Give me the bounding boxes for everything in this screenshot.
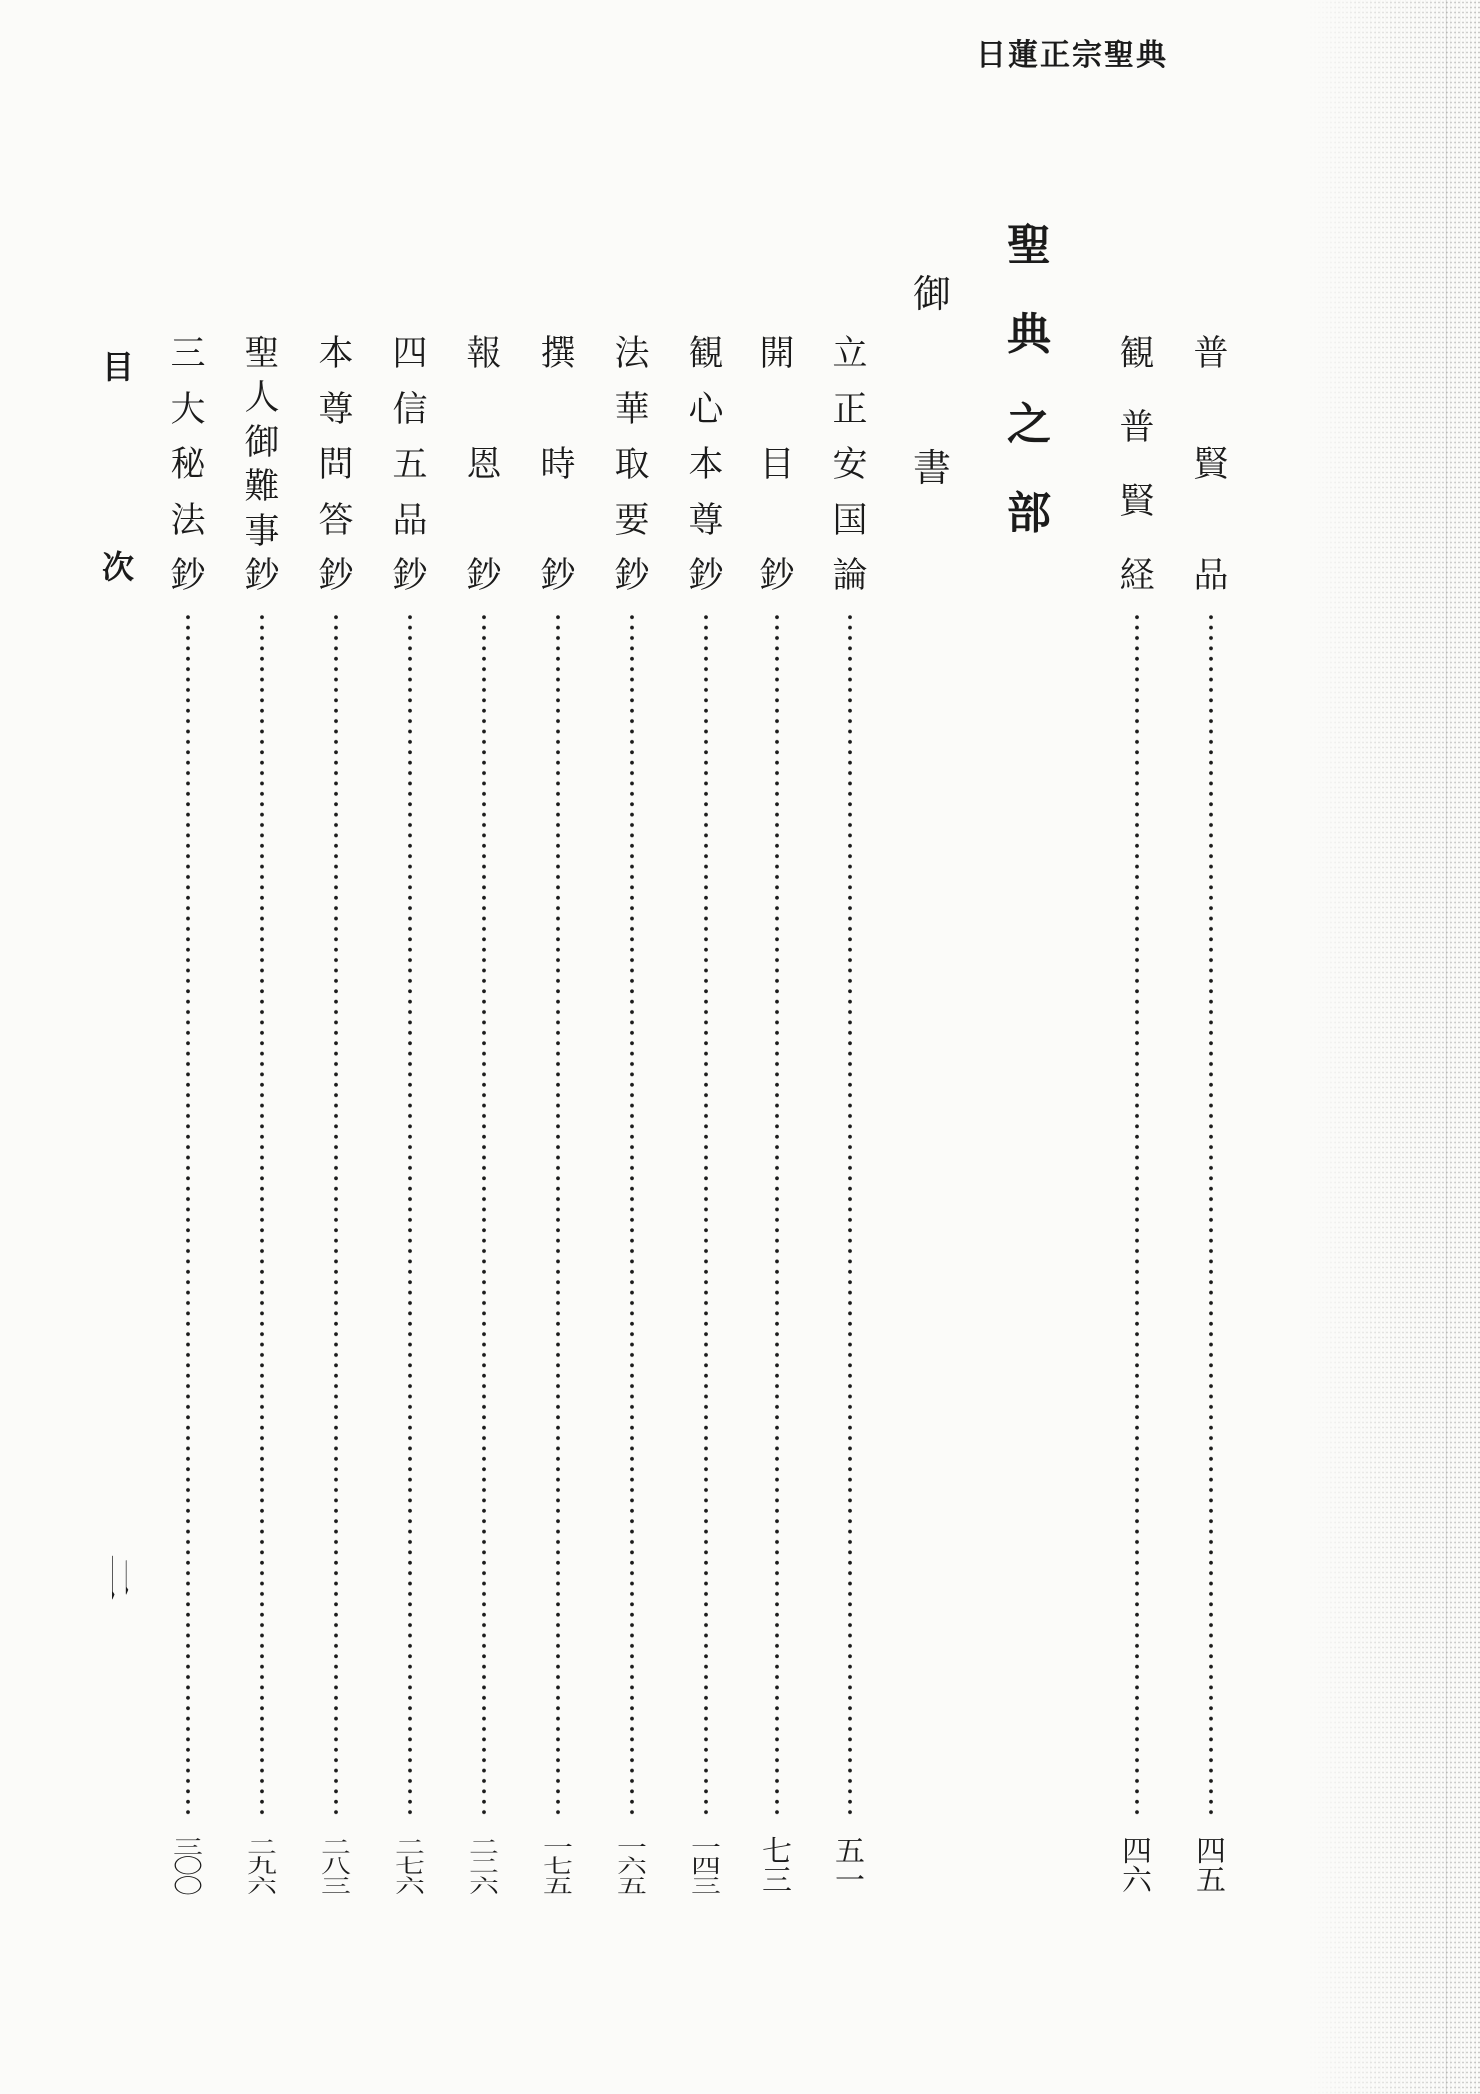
title-char: 三: [170, 334, 206, 374]
scan-edge-line: [1446, 0, 1447, 2094]
subsection-title: [908, 272, 956, 490]
title-char: 秘: [170, 445, 206, 485]
title-char: 撰: [540, 334, 576, 374]
toc-entry-title: [164, 334, 212, 596]
dot-leader: [555, 612, 561, 1816]
title-char: 難: [244, 467, 280, 508]
title-char: 鈔: [540, 556, 576, 596]
page-numeral: 五: [1196, 1864, 1226, 1898]
page-numeral: 六: [1122, 1864, 1152, 1898]
page-numeral: 二: [395, 1836, 425, 1859]
title-char: 普: [1193, 334, 1229, 374]
toc-entry-title: [386, 334, 434, 596]
scan-edge-noise: [1305, 0, 1480, 2094]
title-char: 心: [688, 389, 724, 430]
toc-entry-page: [244, 1838, 280, 1896]
dot-leader: [259, 612, 265, 1816]
toc-entry-title: [826, 334, 874, 596]
title-char: 取: [614, 445, 650, 485]
page-numeral: 六: [617, 1855, 647, 1878]
title-char: 正: [832, 389, 868, 430]
dot-leader: [703, 612, 709, 1816]
page-numeral: 三: [762, 1864, 792, 1898]
toc-title: [94, 347, 142, 587]
toc-entry-title: [534, 334, 582, 596]
title-char: 品: [1193, 556, 1229, 596]
title-char: 賢: [1119, 482, 1155, 522]
page-numeral: 四: [691, 1855, 721, 1878]
title-char: 四: [392, 334, 428, 374]
page-numeral: 〇: [173, 1855, 203, 1878]
page-numeral: 二: [247, 1836, 277, 1859]
page-numeral: 六: [395, 1874, 425, 1898]
title-char: 鈔: [466, 556, 502, 596]
dot-leader: [1134, 612, 1140, 1816]
title-char: 報: [466, 334, 502, 374]
toc-entry: [1113, 0, 1161, 2094]
title-char: 要: [614, 500, 650, 541]
toc-entry-page: [540, 1838, 576, 1896]
title-char: 安: [832, 445, 868, 485]
page-numeral: 二: [469, 1855, 499, 1878]
toc-entry-page: [832, 1835, 868, 1898]
title-char: 鈔: [614, 556, 650, 596]
title-char: 観: [688, 334, 724, 374]
title-char: 論: [832, 556, 868, 596]
title-char: 法: [170, 500, 206, 541]
toc-entry-title: [1187, 334, 1235, 596]
running-header: 日蓮正宗聖典: [976, 38, 1168, 73]
page-numeral: 二: [469, 1836, 499, 1859]
dot-leader: [774, 612, 780, 1816]
toc-entry-page: [614, 1838, 650, 1896]
toc-entry: [608, 0, 656, 2094]
page-numeral: 五: [835, 1835, 865, 1869]
toc-entry: [1187, 0, 1235, 2094]
subsection-heading: [908, 0, 956, 2094]
toc-entry: [534, 0, 582, 2094]
page-numeral: 二: [321, 1836, 351, 1859]
toc-entry-page: [466, 1838, 502, 1896]
title-char: 御: [912, 272, 951, 316]
page-numeral: 一: [617, 1836, 647, 1859]
toc-entry-page: [1119, 1835, 1155, 1898]
page-numeral: 七: [395, 1855, 425, 1878]
title-char: 次: [101, 548, 134, 586]
title-char: 普: [1119, 408, 1155, 448]
title-char: 経: [1119, 556, 1155, 596]
title-char: 時: [540, 445, 576, 485]
toc-entry: [826, 0, 874, 2094]
title-char: 五: [392, 445, 428, 485]
page-numeral: 一: [691, 1836, 721, 1859]
title-char: 書: [912, 446, 951, 490]
toc-entry-page: [392, 1838, 428, 1896]
page-numeral: 七: [543, 1855, 573, 1878]
page-numeral: 七: [762, 1835, 792, 1869]
page-numeral: 一: [835, 1864, 865, 1898]
page-numeral: 九: [247, 1855, 277, 1878]
dot-leader: [629, 612, 635, 1816]
toc-entry: [312, 0, 360, 2094]
page-numeral: 四: [1196, 1835, 1226, 1869]
toc-entry-title: [682, 334, 730, 596]
page-numeral: 五: [617, 1874, 647, 1898]
title-char: 聖: [1007, 220, 1051, 271]
title-char: 本: [318, 334, 354, 374]
title-char: 大: [170, 389, 206, 430]
toc-entry-title: [608, 334, 656, 596]
title-char: 鈔: [170, 556, 206, 596]
toc-entry-title: [1113, 334, 1161, 596]
toc-entry-page: [318, 1838, 354, 1896]
page-numeral: 六: [469, 1874, 499, 1898]
section-heading: [1005, 0, 1053, 2094]
title-char: 目: [101, 348, 134, 386]
title-char: 恩: [466, 445, 502, 485]
toc-entry: [164, 0, 212, 2094]
title-char: 聖: [244, 334, 280, 374]
dot-leader: [1208, 612, 1214, 1816]
title-char: 目: [759, 445, 795, 485]
toc-entry-title: [753, 334, 801, 596]
dot-leader: [407, 612, 413, 1816]
page-numeral: 一: [543, 1836, 573, 1859]
page-numeral: 三: [691, 1874, 721, 1898]
title-char: 之: [1007, 398, 1051, 450]
page-numeral: 六: [247, 1874, 277, 1898]
toc-heading: [94, 0, 142, 2094]
page-numeral: 八: [321, 1855, 351, 1878]
toc-entry-title: [238, 334, 286, 596]
title-char: 品: [392, 500, 428, 541]
dot-leader: [333, 612, 339, 1816]
page-numeral: 〇: [173, 1874, 203, 1898]
toc-entry-title: [312, 334, 360, 596]
toc-entry: [460, 0, 508, 2094]
title-char: 本: [688, 445, 724, 485]
page-numeral: 三: [321, 1874, 351, 1898]
dot-leader: [185, 612, 191, 1816]
toc-entry-page: [170, 1838, 206, 1896]
title-char: 鈔: [392, 556, 428, 596]
dot-leader: [847, 612, 853, 1816]
title-char: 立: [832, 334, 868, 374]
title-char: 事: [244, 511, 280, 552]
title-char: 典: [1007, 309, 1051, 361]
page-numeral: 四: [1122, 1835, 1152, 1869]
title-char: 鈔: [688, 556, 724, 596]
title-char: 問: [318, 445, 354, 485]
toc-entry-page: [1193, 1835, 1229, 1898]
title-char: 開: [759, 334, 795, 374]
title-char: 信: [392, 389, 428, 430]
title-char: 観: [1119, 334, 1155, 374]
toc-entry: [238, 0, 286, 2094]
title-char: 鈔: [759, 556, 795, 596]
title-char: 答: [318, 500, 354, 541]
title-char: 国: [832, 500, 868, 541]
dot-leader: [481, 612, 487, 1816]
section-title: [1005, 222, 1053, 538]
title-char: 人: [244, 378, 280, 419]
toc-entry: [386, 0, 434, 2094]
page-numeral: 五: [543, 1874, 573, 1898]
title-char: 鈔: [318, 556, 354, 596]
title-char: 華: [614, 389, 650, 430]
title-char: 鈔: [244, 555, 280, 596]
toc-page-number: 二: [104, 1553, 133, 1602]
toc-entry-page: [688, 1838, 724, 1896]
page-numeral: 三: [173, 1836, 203, 1859]
title-char: 尊: [688, 500, 724, 541]
toc-entry: [682, 0, 730, 2094]
title-char: 賢: [1193, 445, 1229, 485]
title-char: 御: [244, 422, 280, 463]
title-char: 法: [614, 334, 650, 374]
toc-entry-page: [759, 1835, 795, 1898]
toc-entry-title: [460, 334, 508, 596]
toc-entry: [753, 0, 801, 2094]
title-char: 部: [1007, 487, 1051, 539]
title-char: 尊: [318, 389, 354, 430]
